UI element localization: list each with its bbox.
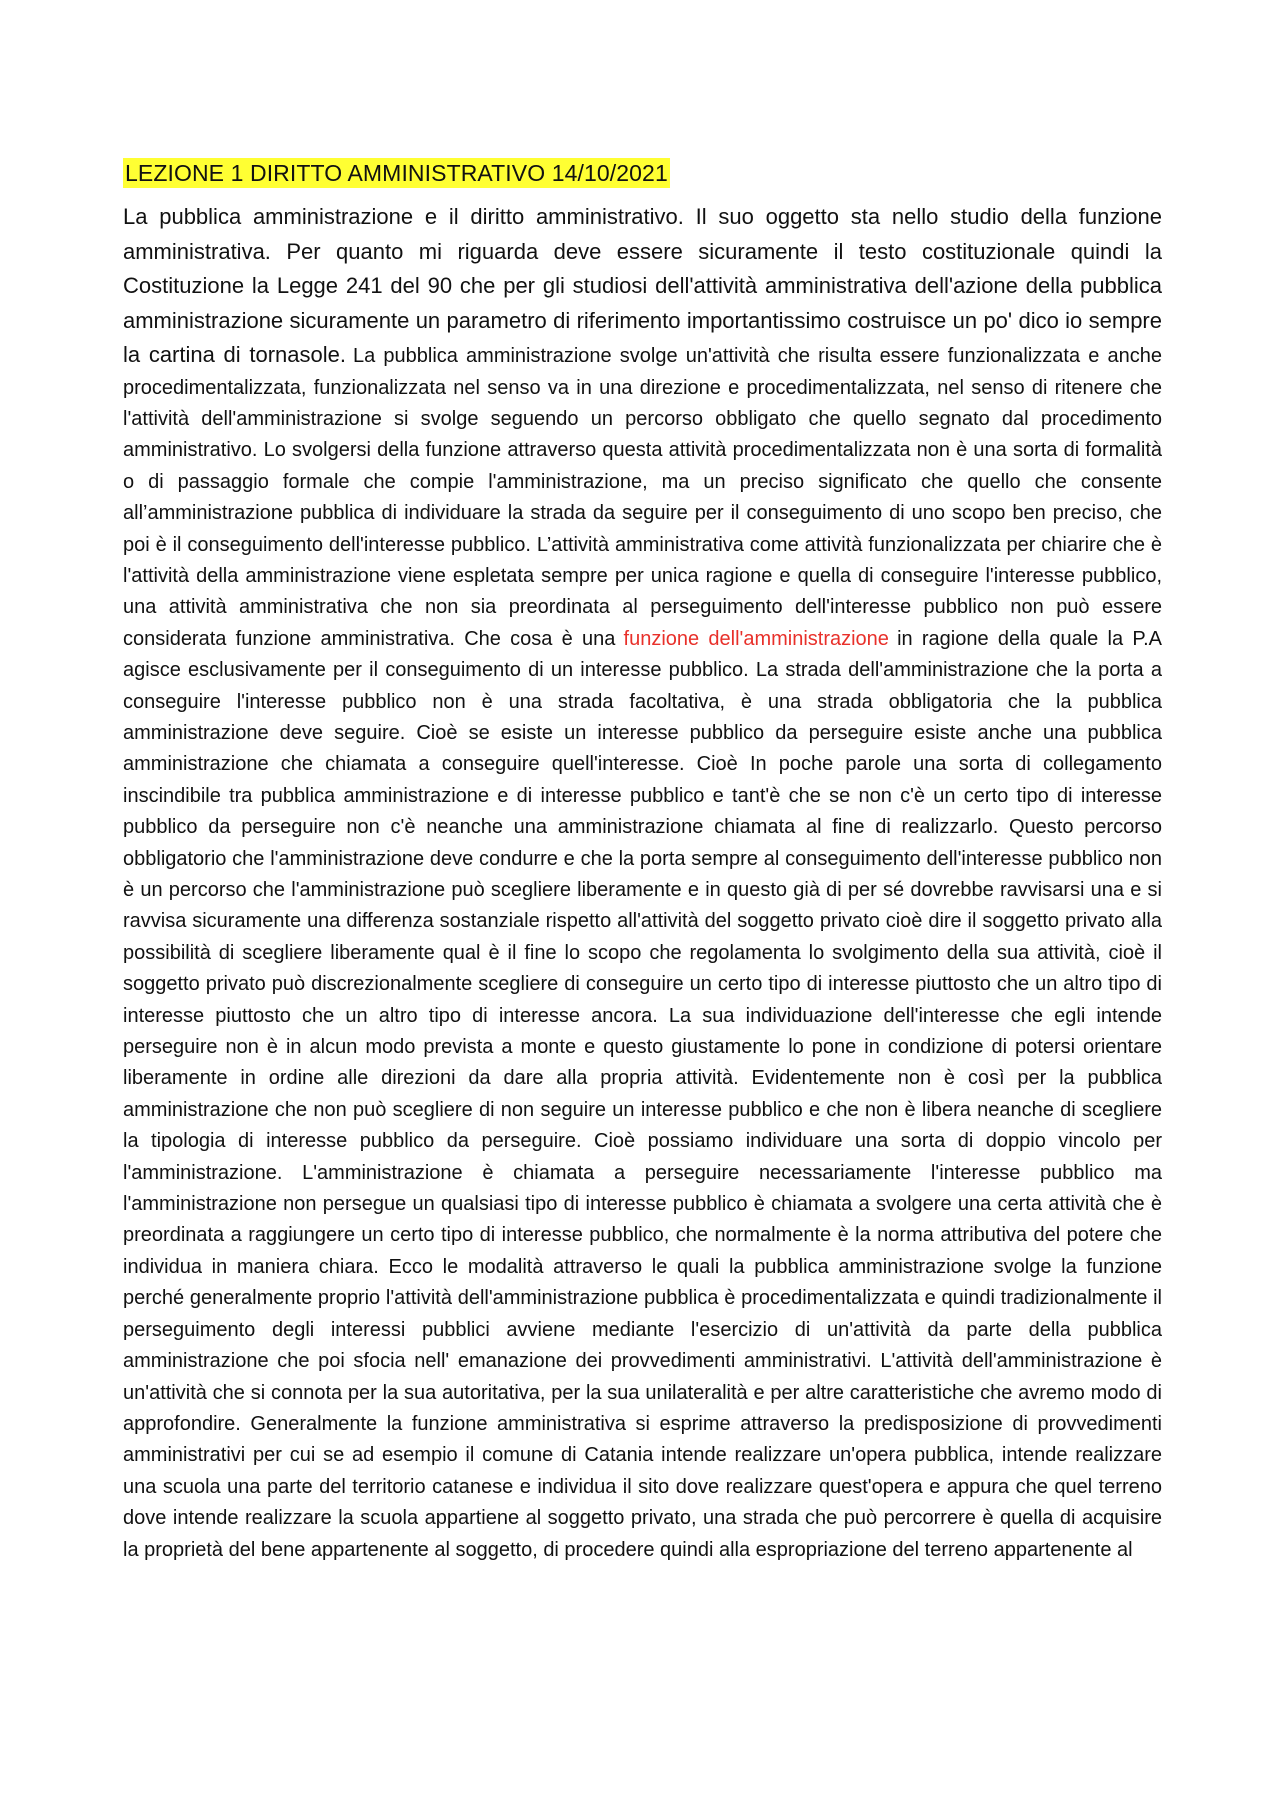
intro-text: La pubblica amministrazione e il diritto amministrativo. Il suo oggetto sta nello studio della funzione amministrativa. Per quanto mi riguarda deve essere sicuramente il testo costituzionale quindi la Costituzione la Legge 241 del 90 che per gli studiosi dell'attività amministrativa dell'azione della pubblica amministrazione sicuramente un parametro di riferimento importantissimo costruisce un po' dico io sempre la cartina di tornasole. [123,204,1162,367]
body-text-part-2: in ragione della quale la P.A agisce esclusivamente per il conseguimento di un interesse pubblico. La strada dell'amministrazione che la porta a conseguire l'interesse pubblico non è una strada facoltativa, è una strada obbligatoria che la pubblica amministrazione deve seguire. Cioè se esiste un interesse pubblico da perseguire esiste anche una pubblica amministrazione che chiamata a conseguire quell'interesse. Cioè In poche parole una sorta di collegamento inscindibile tra pubblica amministrazione e di interesse pubblico e tant'è che se non c'è un certo tipo di interesse pubblico da perseguire non c'è neanche una amministrazione chiamata al fine di realizzarlo. Questo percorso obbligatorio che l'amministrazione deve condurre e che la porta sempre al conseguimento dell'interesse pubblico non è un percorso che l'amministrazione può scegliere liberamente e in questo già di per sé dovrebbe ravvisarsi una e si ravvisa sicuramente una differenza sostanziale rispetto all'attività del soggetto privato cioè dire il soggetto privato alla possibilità di scegliere liberamente qual è il fine lo scopo che regolamenta lo svolgimento della sua attività, cioè il soggetto privato può discrezionalmente scegliere di conseguire un certo tipo di interesse piuttosto che un altro tipo di interesse piuttosto che un altro tipo di interesse ancora. La sua individuazione dell'interesse che egli intende perseguire non è in alcun modo prevista a monte e questo giustamente lo pone in condizione di potersi orientare liberamente in ordine alle direzioni da dare alla propria attività. Evidentemente non è così per la pubblica amministrazione che non può scegliere di non seguire un interesse pubblico e che non è libera neanche di scegliere la tipologia di interesse pubblico da perseguire. Cioè possiamo individuare una sorta di doppio vincolo per l'amministrazione. L'amministrazione è chiamata a perseguire necessariamente l'interesse pubblico ma l'amministrazione non persegue un qualsiasi tipo di interesse pubblico è chiamata a svolgere una certa attività che è preordinata a raggiungere un certo tipo di interesse pubblico, che normalmente è la norma attributiva del potere che individua in maniera chiara. Ecco le modalità attraverso le quali la pubblica amministrazione svolge la funzione perché generalmente proprio l'attività dell'amministrazione pubblica è procedimentalizzata e quindi tradizionalmente il perseguimento degli interessi pubblici avviene mediante l'esercizio di un'attività da parte della pubblica amministrazione che poi sfocia nell' emanazione dei provvedimenti amministrativi. L'attività dell'amministrazione è un'attività che si connota per la sua autoritativa, per la sua unilateralità e per altre caratteristiche che avremo modo di approfondire. Generalmente la funzione amministrativa si esprime attraverso la predisposizione di provvedimenti amministrativi per cui se ad esempio il comune di Catania intende realizzare un'opera pubblica, intende realizzare una scuola una parte del territorio catanese e individua il sito dove realizzare quest'opera e appura che quel terreno dove intende realizzare la scuola appartiene al soggetto privato, una strada che può percorrere è quella di acquisire la proprietà del bene appartenente al soggetto, di procedere quindi alla espropriazione del terreno appartenente al [123,627,1162,1561]
highlighted-term: funzione dell'amministrazione [623,627,889,650]
lesson-heading: LEZIONE 1 DIRITTO AMMINISTRATIVO 14/10/2021 [125,160,668,186]
body-text-part-1: La pubblica amministrazione svolge un'attività che risulta essere funzionalizzata e anche procedimentalizzata, funzionalizzata nel senso va in una direzione e procedimentalizzata, nel senso di ritenere che l'attività dell'amministrazione si svolge seguendo un percorso obbligato che quello segnato dal procedimento amministrativo. Lo svolgersi della funzione attraverso questa attività procedimentalizzata non è una sorta di formalità o di passaggio formale che compie l'amministrazione, ma un preciso significato che quello che consente all’amministrazione pubblica di individuare la strada da seguire per il conseguimento di uno scopo ben preciso, che poi è il conseguimento dell'interesse pubblico. L’attività amministrativa come attività funzionalizzata per chiarire che è l'attività della amministrazione viene espletata sempre per unica ragione e quella di conseguire l'interesse pubblico, una attività amministrativa che non sia preordinata al perseguimento dell'interesse pubblico non può essere considerata funzione amministrativa. Che cosa è una [123,345,1162,650]
document-page [123,158,1162,1566]
lesson-body [123,200,1162,1566]
